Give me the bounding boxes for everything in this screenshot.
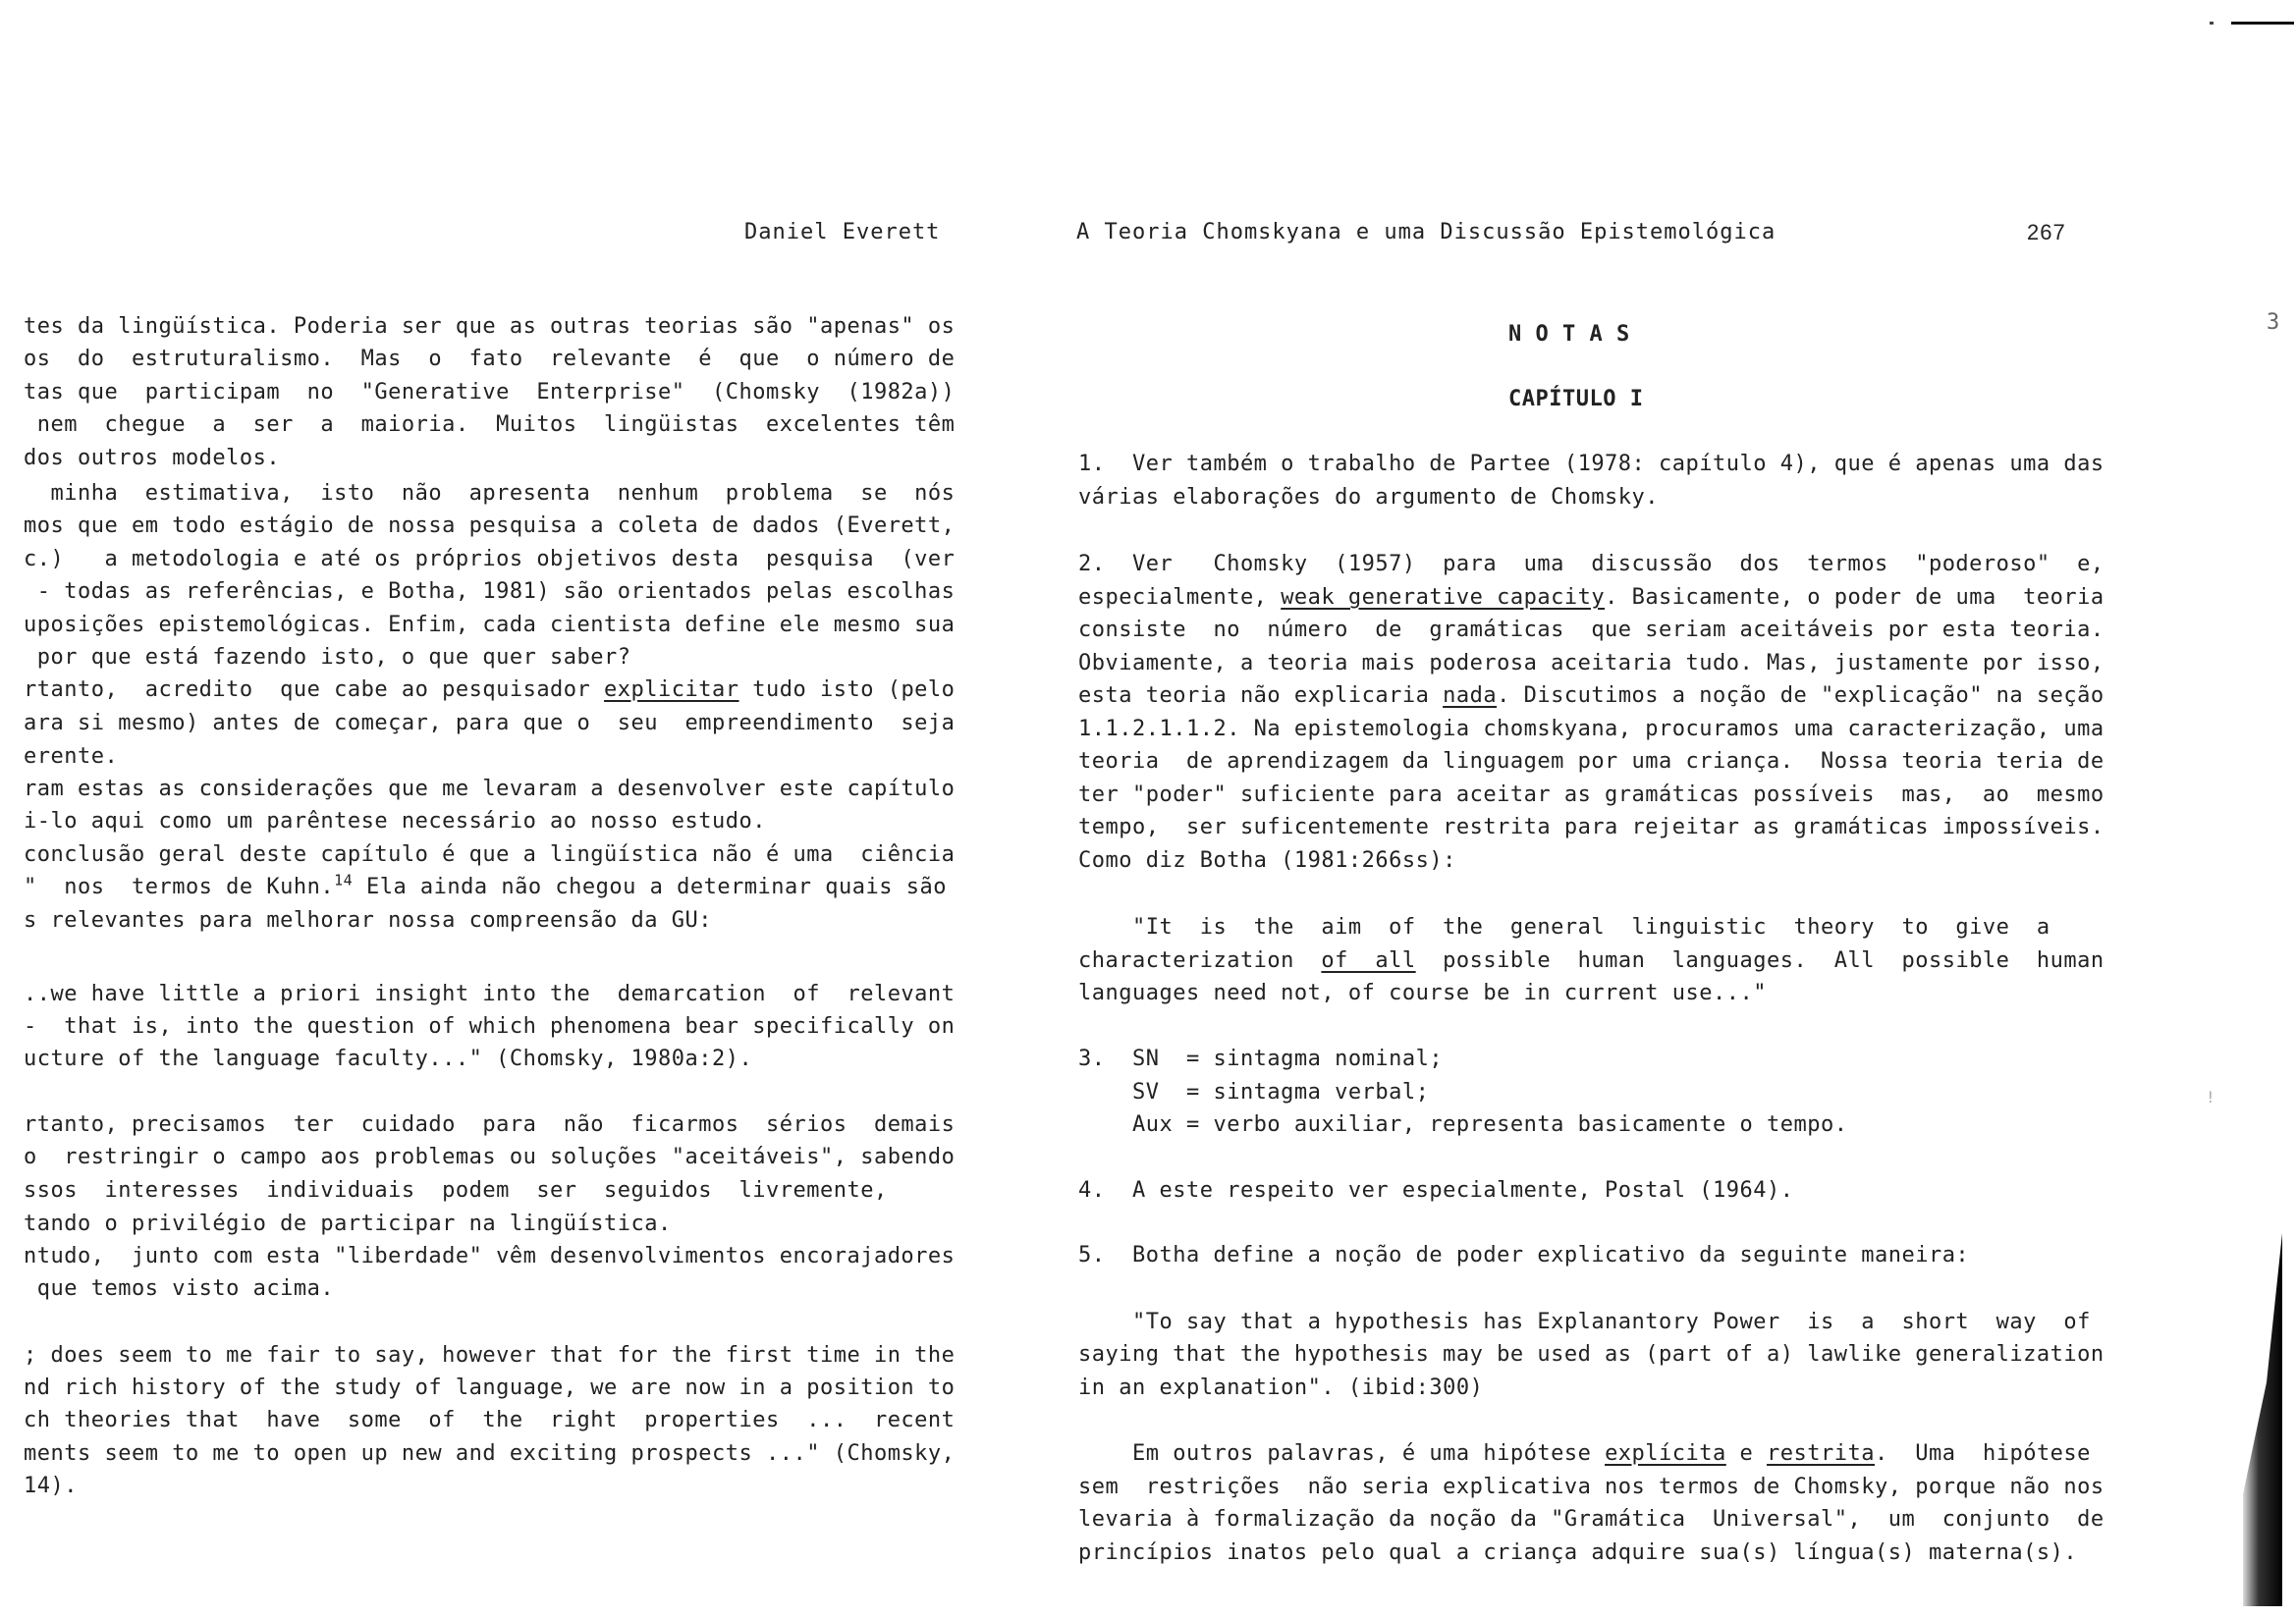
left-line: " nos termos de Kuhn. [24,875,335,899]
left-line: rtanto, acredito que cabe ao pesquisador [24,677,605,702]
paragraph-line: sem restrições não seria explicativa nos termos de Chomsky, porque não nos [1078,1475,2105,1499]
left-quote-line: ments seem to me to open up new and exciting prospects ..." (Chomsky, [24,1441,956,1466]
chapter-title: CAPÍTULO I [1508,387,1644,411]
left-line: os do estruturalismo. Mas o fato relevante é que o número de [24,347,956,371]
underlined-term: restrita [1767,1441,1875,1466]
note-3-line: SV = sintagma verbal; [1078,1080,1430,1105]
underlined-term: explícita [1605,1441,1726,1466]
left-line: ram estas as considerações que me levaram a desenvolver este capítulo [24,777,956,801]
page-number: 267 [2027,220,2066,244]
paragraph-line: princípios inatos pelo qual a criança adquire sua(s) língua(s) materna(s). [1078,1540,2078,1565]
left-line: - todas as referências, e Botha, 1981) são orientados pelas escolhas [24,579,956,604]
quote-2-line: in an explanation". (ibid:300) [1078,1375,1484,1400]
quote-1-line: languages need not, of course be in current use..." [1078,981,1768,1005]
left-line-tail: tudo isto (pelo [738,677,956,702]
left-quote-line: ucture of the language faculty..." (Chomsky, 1980a:2). [24,1047,753,1071]
note-2-line: 1.1.2.1.1.2. Na epistemologia chomskyana, procuramos uma caracterização, uma [1078,717,2105,741]
note-2-line: Obviamente, a teoria mais poderosa aceitaria tudo. Mas, justamente por isso, [1078,651,2105,675]
left-line: erente. [24,744,119,769]
page-edge-shadow [2243,1233,2282,1606]
left-line: conclusão geral deste capítulo é que a lingüística não é uma ciência [24,842,956,867]
note-2-line: tempo, ser suficentemente restrita para rejeitar as gramáticas impossíveis. [1078,815,2105,839]
left-line: c.) a metodologia e até os próprios objetivos desta pesquisa (ver [24,547,956,571]
left-line: tas que participam no "Generative Enterprise" (Chomsky (1982a)) [24,380,956,404]
paragraph-text: e [1725,1441,1768,1466]
underlined-term: of all [1321,948,1416,973]
left-line: tando o privilégio de participar na lingüística. [24,1212,672,1236]
note-5: 5. Botha define a noção de poder explicativo da seguinte maneira: [1078,1243,1970,1267]
note-3-line: 3. SN = sintagma nominal; [1078,1047,1444,1071]
note-2-text: . Basicamente, o poder de uma teoria [1605,585,2105,610]
left-line-kuhn [24,871,947,899]
quote-2-line: saying that the hypothesis may be used as (part of a) lawlike generalization [1078,1342,2105,1367]
scan-mark-top [2231,22,2294,25]
left-quote-line: nd rich history of the study of language, we are now in a position to [24,1375,956,1400]
note-2-line: Como diz Botha (1981:266ss): [1078,848,1456,873]
left-line: s relevantes para melhorar nossa compreensão da GU: [24,908,713,933]
paragraph-text: . Uma hipótese [1875,1441,2091,1466]
underlined-term: nada [1443,683,1498,708]
margin-side-mark: ! [2206,1088,2216,1106]
left-line: dos outros modelos. [24,446,281,470]
note-2-line-nada [1078,683,2105,708]
note-1-line: várias elaborações do argumento de Chomsky. [1078,485,1660,510]
scan-mark-dot [2210,22,2214,25]
right-running-head: A Teoria Chomskyana e uma Discussão Epistemológica [1076,220,1777,244]
left-line: i-lo aqui como um parêntese necessário ao nosso estudo. [24,809,766,834]
left-line: nem chegue a ser a maioria. Muitos lingüistas excelentes têm [24,412,956,437]
left-line: o restringir o campo aos problemas ou soluções "aceitáveis", sabendo [24,1145,956,1169]
note-3-line: Aux = verbo auxiliar, representa basicamente o tempo. [1078,1112,1848,1137]
paragraph-line-explicita [1078,1441,2091,1466]
left-quote-line: ch theories that have some of the right properties ... recent [24,1408,956,1432]
note-2-line-weak [1078,585,2105,610]
quote-2-line: "To say that a hypothesis has Explanantory Power is a short way of [1078,1310,2091,1334]
left-line: uposições epistemológicas. Enfim, cada cientista define ele mesmo sua [24,613,956,637]
left-line: ssos interesses individuais podem ser seguidos livremente, [24,1178,888,1203]
margin-char: 3 [2267,310,2280,335]
note-2-text: . Discutimos a noção de "explicação" na seção [1497,683,2105,708]
left-line: por que está fazendo isto, o que quer saber? [24,645,631,670]
left-running-head: Daniel Everett [744,220,941,244]
paragraph-text: Em outros palavras, é uma hipótese [1078,1441,1606,1466]
note-2-line: ter "poder" suficiente para aceitar as gramáticas possíveis mas, ao mesmo [1078,782,2105,807]
left-quote-line: - that is, into the question of which phenomena bear specifically on [24,1014,956,1039]
left-line: ntudo, junto com esta "liberdade" vêm desenvolvimentos encorajadores [24,1244,956,1268]
left-quote-line: ..we have little a priori insight into the demarcation of relevant [24,982,956,1006]
note-2-text: especialmente, [1078,585,1282,610]
quote-1-text: possible human languages. All possible human [1415,948,2105,973]
note-2-line: consiste no número de gramáticas que seriam aceitáveis por esta teoria. [1078,618,2105,642]
left-line: ara si mesmo) antes de começar, para que o seu empreendimento seja [24,711,956,735]
quote-1-text: characterization [1078,948,1322,973]
notes-title: N O T A S [1508,322,1630,347]
quote-1-line: "It is the aim of the general linguistic theory to give a [1078,915,2050,940]
underlined-term: weak generative capacity [1281,585,1606,610]
quote-1-line-all [1078,948,2105,973]
left-quote-line: 14). [24,1474,78,1498]
note-4: 4. A este respeito ver especialmente, Postal (1964). [1078,1178,1794,1203]
left-line: que temos visto acima. [24,1276,335,1301]
left-quote-line: ; does seem to me fair to say, however that for the first time in the [24,1343,956,1368]
underlined-term: explicitar [604,677,739,702]
footnote-ref: 14 [334,871,354,890]
left-line: minha estimativa, isto não apresenta nenhum problema se nós [24,481,956,506]
note-2-text: esta teoria não explicaria [1078,683,1444,708]
note-2-line: teoria de aprendizagem da linguagem por uma criança. Nossa teoria teria de [1078,749,2105,774]
paragraph-line: levaria à formalização da noção da "Gramática Universal", um conjunto de [1078,1507,2105,1532]
left-line: rtanto, precisamos ter cuidado para não ficarmos sérios demais [24,1112,956,1137]
note-2-line: 2. Ver Chomsky (1957) para uma discussão dos termos "poderoso" e, [1078,552,2105,576]
note-1-line: 1. Ver também o trabalho de Partee (1978: capítulo 4), que é apenas uma das [1078,452,2105,476]
left-line: mos que em todo estágio de nossa pesquisa a coleta de dados (Everett, [24,513,956,538]
left-line-tail: Ela ainda não chegou a determinar quais são [353,875,947,899]
left-line: tes da lingüística. Poderia ser que as outras teorias são "apenas" os [24,314,956,339]
left-line-explicitar [24,677,956,702]
